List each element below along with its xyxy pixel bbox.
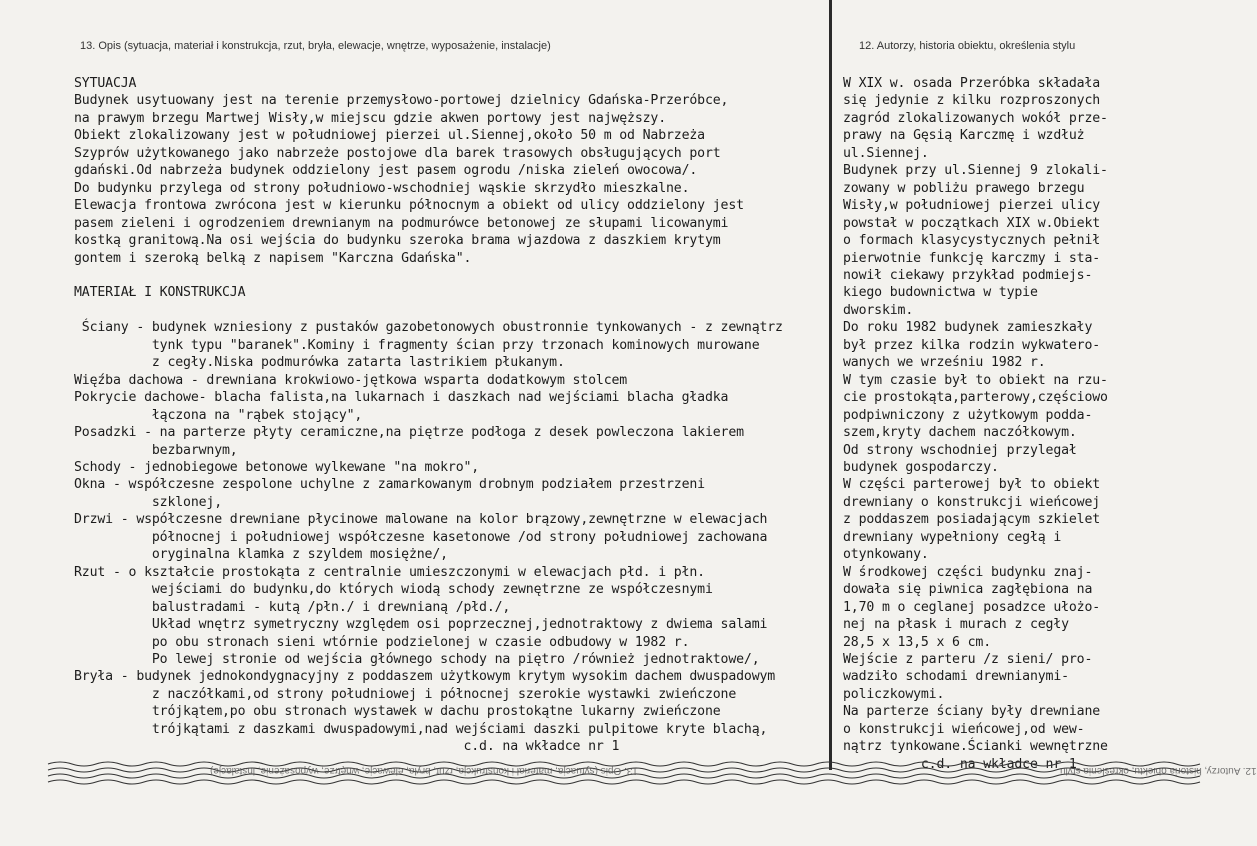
left-section-header: 13. Opis (sytuacja, materiał i konstrukcja, rzut, bryła, elewacje, wnętrze, wyposażenie, instalacje) [80,40,551,52]
description-text: SYTUACJA Budynek usytuowany jest na terenie przemysłowo-portowej dzielnicy Gdańska-Przeróbce, na prawym brzegu Martwej Wisły,w miejscu gdzie akwen portowy jest najwęższy. Obiekt zlokalizowany jest w południowej pierzei ul.Siennej,około 50 m od Nabrzeża Szyprów użytkowanego jako nabrzeże postojowe dla barek trasowych obsługujących port gdański.Od nabrzeża budynek oddzielony jest pasem ogrodu /niska zieleń owocowa/. Do budynku przylega od strony południowo-wschodniej wąskie skrzydło mieszkalne. Elewacja frontowa zwrócona jest w kierunku północnym a obiekt od ulicy oddzielony jest pasem zieleni i ogrodzeniem drewnianym na podmurówce betonowej ze słupami licowanymi kostką granitową.Na osi wejścia do budynku szeroka brama wjazdowa z daszkiem krytym gontem i szeroką belką z napisem "Karczna Gdańska". MATERIAŁ I KONSTRUKCJA Ściany - budynek wzniesiony z pustaków gazobetonowych obustronnie tynkowanych - z zewnątrz tynk typu "baranek".Kominy i fragmenty ścian przy trzonach kominowych murowane z cegły.Niska podmurówka zatarta lastrikiem płukanym. Więźba dachowa - drewniana krokwiowo-jętkowa wsparta dodatkowym stolcem Pokrycie dachowe- blacha falista,na lukarnach i daszkach nad wejściami blacha gładka łączona na "rąbek stojący", Posadzki - na parterze płyty ceramiczne,na piętrze podłoga z desek powleczona lakierem bezbarwnym, Schody - jednobiegowe betonowe wylkewane "na mokro", Okna - współczesne zespolone uchylne z zamarkowanym drobnym podziałem przestrzeni szklonej, Drzwi - współczesne drewniane płycinowe malowane na kolor brązowy,zewnętrzne w elewacjach północnej i południowej współczesne kasetonowe /od strony południowej zachowana oryginalna klamka z szyldem mosiężne/, Rzut - o kształcie prostokąta z centralnie umieszczonymi w elewacjach płd. i płn. wejściami do budynku,do których wiodą schody zewnętrzne ze współczesnymi balustradami - kutą /płn./ i drewnianą /płd./, Układ wnętrz symetryczny względem osi poprzecznej,jednotraktowy z dwiema salami po obu stronach sieni wtórnie podzielonej w czasie odbudowy w 1982 r. Po lewej stronie od wejścia głównego schody na piętro /również jednotraktowe/, Bryła - budynek jednokondygnacyjny z poddaszem użytkowym krytym wysokim dachem dwuspadowym z naczółkami,od strony południowej i północnej szerokie wystawki zwieńczone trójkątem,po obu stronach wystawek w dachu prostokątne lukarny zwieńczone trójkątami z daszkami dwuspadowymi,nad wejściami daszki pulpitowe kryte blachą, c.d. na wkładce nr 1 [74,76,783,755]
mirrored-left-header: 13. Opis (sytuacja, materiał i konstrukcja, rzut, bryła, elewacje, wnętrze, wyposażenie, instalacje) [210,765,638,776]
mirrored-right-header: 12. Autorzy, historia obiektu, określenia stylu [1060,765,1257,776]
right-section-header: 12. Autorzy, historia obiektu, określenia stylu [859,40,1076,52]
history-text: W XIX w. osada Przeróbka składała się jedynie z kilku rozproszonych zagród zlokalizowanych wokół prze- prawy na Gęsią Karczmę i wzdłuż ul.Siennej. Budynek przy ul.Siennej 9 zlokali- zowany w pobliżu prawego brzegu Wisły,w południowej pierzei ulicy powstał w początkach XIX w.Obiekt o formach klasycystycznych pełnił pierwotnie funkcję karczmy i sta- nowił ciekawy przykład podmiejs- kiego budownictwa w typie dworskim. Do roku 1982 budynek zamieszkały był przez kilka rodzin wykwatero- wanych we wrześniu 1982 r. W tym czasie był to obiekt na rzu- cie prostokąta,parterowy,częściowo podpiwniczony z użytkowym podda- szem,kryty dachem naczółkowym. Od strony wschodniej przylegał budynek gospodarczy. W części parterowej był to obiekt drewniany o konstrukcji wieńcowej z poddaszem posiadającym szkielet drewniany wypełniony cegłą i otynkowany. W środkowej części budynku znaj- dowała się piwnica zagłębiona na 1,70 m o ceglanej posadzce ułożo- nej na płask i murach z cegły 28,5 x 13,5 x 6 cm. Wejście z parteru /z sieni/ pro- wadziło schodami drewnianymi- policzkowymi. Na parterze ściany były drewniane o konstrukcji wieńcowej,od wew- nątrz tynkowane.Ścianki wewnętrzne c.d. na wkładce nr 1 [843,76,1108,772]
column-divider [829,0,832,770]
